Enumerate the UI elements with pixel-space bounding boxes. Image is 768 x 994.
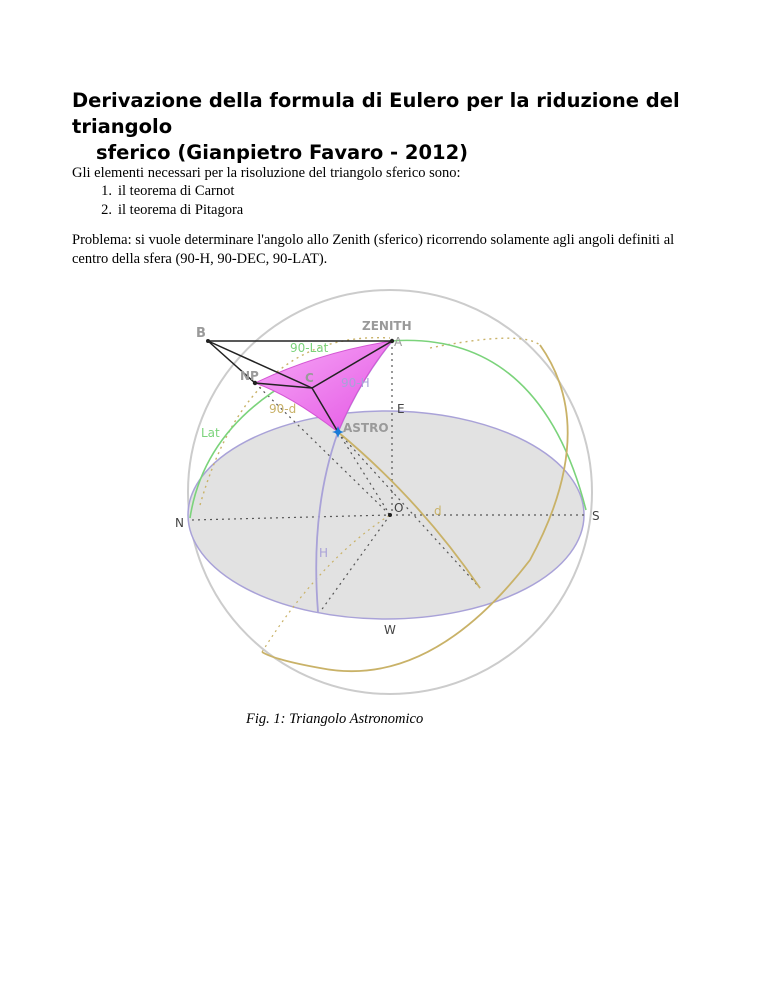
list-item: 2. il teorema di Pitagora bbox=[101, 202, 244, 218]
elements-list bbox=[72, 182, 712, 220]
point-b bbox=[206, 339, 210, 343]
label-astro: ASTRO bbox=[343, 421, 389, 435]
label-c: C bbox=[305, 371, 314, 385]
intro-paragraph: Gli elementi necessari per la risoluzione del triangolo sferico sono: bbox=[72, 165, 461, 181]
title-line-2: sferico (Gianpietro Favaro - 2012) bbox=[96, 141, 469, 164]
label-d: d bbox=[434, 504, 442, 518]
label-s: S bbox=[592, 509, 600, 523]
label-90-d: 90-d bbox=[269, 402, 297, 416]
horizon-plane bbox=[188, 411, 584, 619]
celestial-sphere-figure bbox=[160, 285, 620, 705]
label-e: E bbox=[397, 402, 405, 416]
label-o: O bbox=[394, 501, 404, 515]
label-90-lat: 90-Lat bbox=[290, 341, 329, 355]
figure-caption: Fig. 1: Triangolo Astronomico bbox=[246, 711, 424, 727]
label-h: H bbox=[319, 546, 329, 560]
title-line-1: Derivazione della formula di Eulero per la riduzione del triangolo bbox=[72, 89, 680, 138]
point-o bbox=[388, 513, 392, 517]
page-title bbox=[72, 88, 712, 166]
label-n: N bbox=[175, 516, 184, 530]
problem-paragraph: Problema: si vuole determinare l'angolo allo Zenith (sferico) ricorrendo solamente agli angoli definiti al centro della sfera (90-H, 90-DEC, 90-LAT). bbox=[72, 232, 675, 267]
list-item: 1. il teorema di Carnot bbox=[101, 183, 235, 199]
label-w: W bbox=[384, 623, 396, 637]
label-90-h: 90-H bbox=[341, 376, 370, 390]
label-a: A bbox=[394, 335, 403, 349]
label-b: B bbox=[196, 326, 206, 341]
label-np: NP bbox=[240, 369, 259, 383]
label-zenith: ZENITH bbox=[362, 319, 412, 333]
label-lat: Lat bbox=[201, 426, 220, 440]
